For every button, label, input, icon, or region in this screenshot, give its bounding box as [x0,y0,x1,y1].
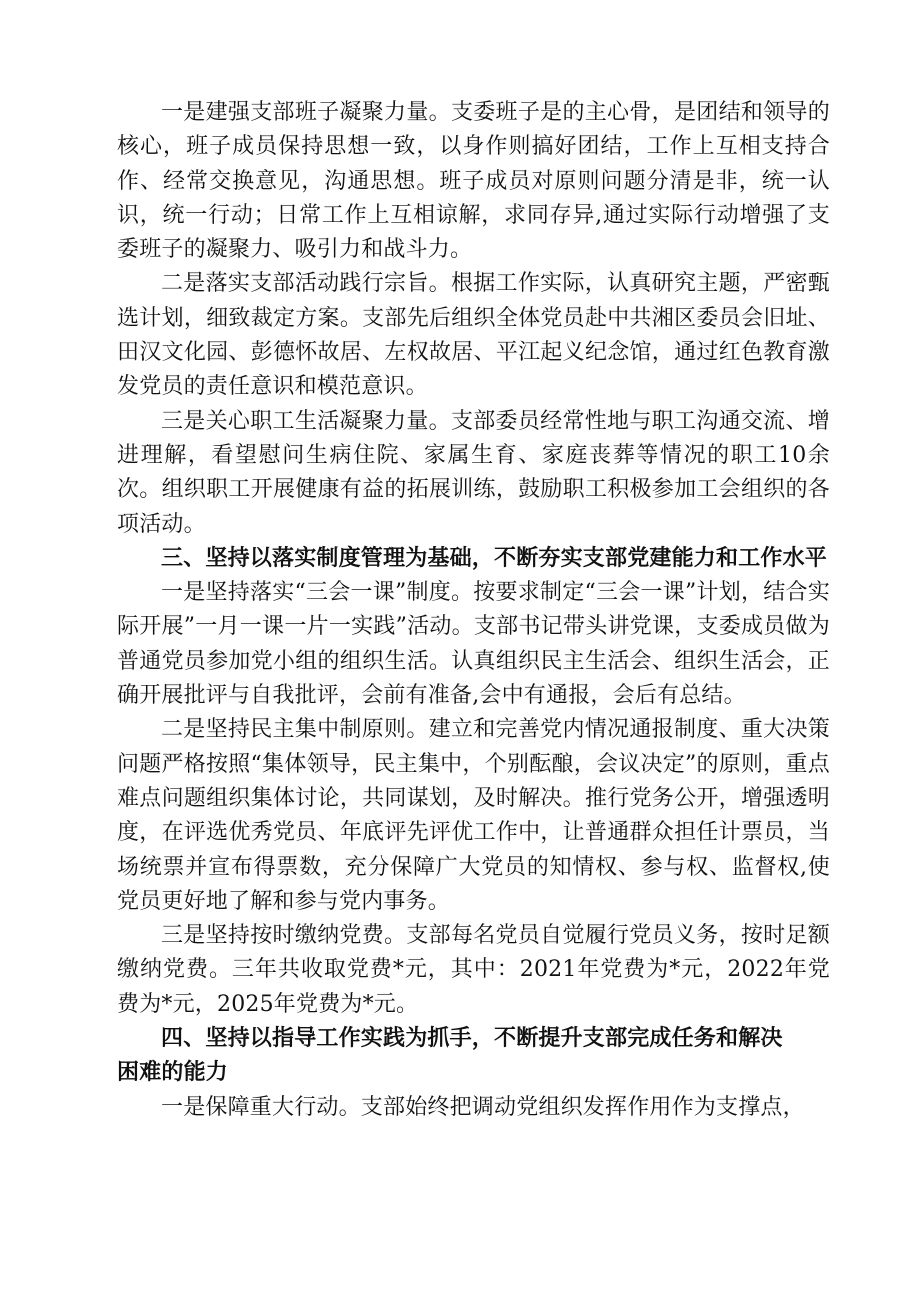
paragraph-three-meetings-one-lesson: 一是坚持落实“三会一课”制度。按要求制定“三会一课”计划，结合实际开展”一月一课一片一实践”活动。支部书记带头讲党课，支委成员做为普通党员参加党小组的组织生活。认真组织民主生活会、组织生活会，正确开展批评与自我批评，会前有准备,会中有通报，会后有总结。 [117,580,830,709]
document-page [117,96,830,1125]
paragraph-party-dues: 三是坚持按时缴纳党费。支部每名党员自觉履行党员义务，按时足额缴纳党费。三年共收取党费*元，其中：2021年党费为*元，2022年党费为*元，2025年党费为*元。 [117,923,830,1017]
section-heading-3: 三、坚持以落实制度管理为基础，不断夯实支部党建能力和工作水平 [161,545,828,571]
paragraph-branch-activities: 二是落实支部活动践行宗旨。根据工作实际，认真研究主题，严密甄选计划，细致裁定方案。支部先后组织全体党员赴中共湘区委员会旧址、田汉文化园、彭德怀故居、左权故居、平江起义纪念馆，通过红色教育激发党员的责任意识和模范意识。 [117,271,830,400]
paragraph-major-actions: 一是保障重大行动。支部始终把调动党组织发挥作用作为支撑点， [161,1094,805,1120]
paragraph-democratic-centralism: 二是坚持民主集中制原则。建立和完善党内情况通报制度、重大决策问题严格按照“集体领导，民主集中，个别酝酿，会议决定”的原则，重点难点问题组织集体讨论，共同谋划，及时解决。推行党务公开，增强透明度，在评选优秀党员、年底评先评优工作中，让普通群众担任计票员，当场统票并宣布得票数，充分保障广大党员的知情权、参与权、监督权,使党员更好地了解和参与党内事务。 [117,717,830,914]
section-heading-4: 四、坚持以指导工作实践为抓手，不断提升支部完成任务和解决困难的能力 [117,1026,783,1086]
paragraph-care-for-staff: 三是关心职工生活凝聚力量。支部委员经常性地与职工沟通交流、增进理解，看望慰问生病住院、家属生育、家庭丧葬等情况的职工10余次。组织职工开展健康有益的拓展训练，鼓励职工积极参加工会组织的各项活动。 [117,408,830,537]
paragraph-strengthen-committee: 一是建强支部班子凝聚力量。支委班子是的主心骨，是团结和领导的核心，班子成员保持思想一致，以身作则搞好团结，工作上互相支持合作、经常交换意见，沟通思想。班子成员对原则问题分清是非，统一认识，统一行动；日常工作上互相谅解，求同存异,通过实际行动增强了支委班子的凝聚力、吸引力和战斗力。 [117,100,830,263]
